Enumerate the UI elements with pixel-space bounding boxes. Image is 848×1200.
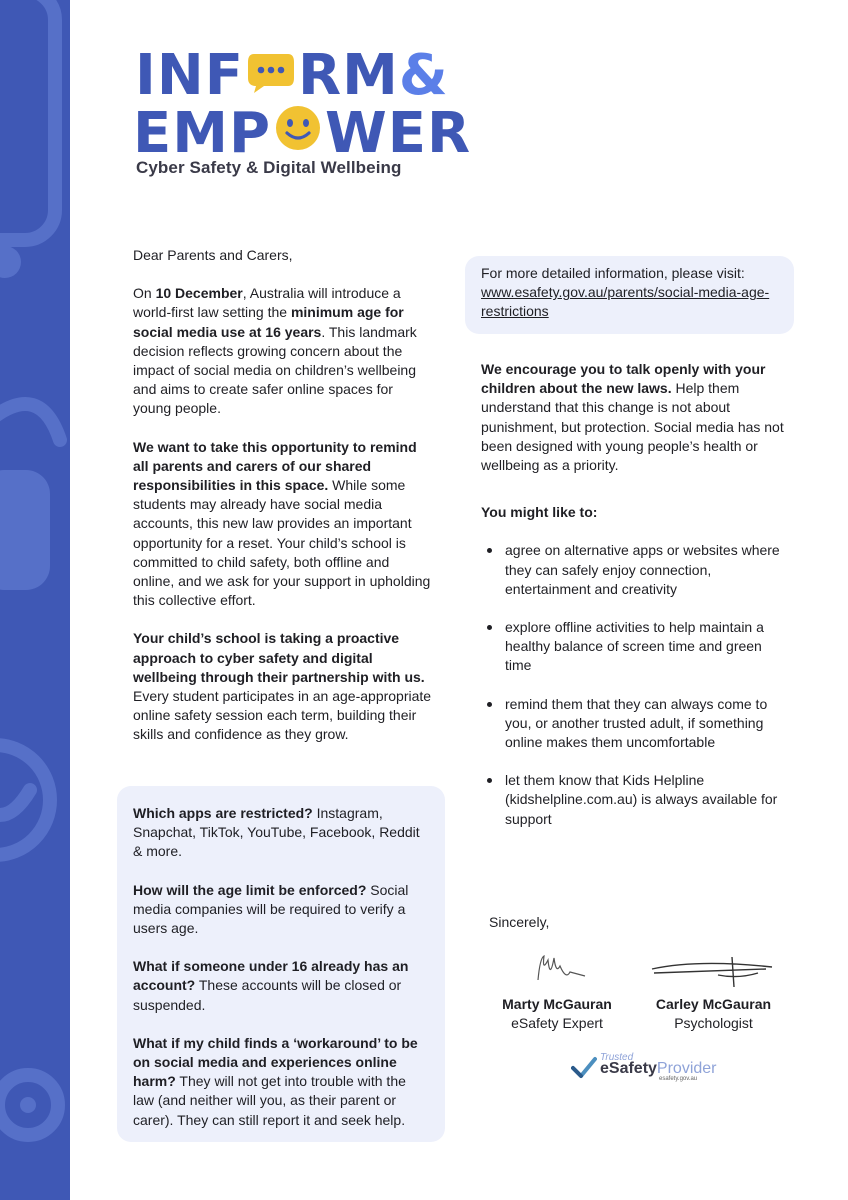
speech-bubble-icon <box>246 48 296 92</box>
signer-name: Marty McGauran <box>502 996 612 1012</box>
badge-esafety: eSafetyProvider <box>600 1060 717 1077</box>
paragraph-law-intro: On 10 December, Australia will introduce a world-first law setting the minimum age for social media use at 16 years. This landmark decision reflects growing concern about the impact of social media on children’s wellbeing and aims to create safer online spaces for young people. <box>133 285 417 417</box>
signature-marty-icon <box>530 950 590 986</box>
letter-body-right <box>481 360 786 848</box>
paragraph-school-partnership: Your child’s school is taking a proactive approach to cyber safety and digital wellbeing through their partnership with us. Every student participates in an age-appropriate online safety session each term, building their skills and confidence as they grow. <box>133 630 432 743</box>
list-item: agree on alternative apps or websites where they can safely enjoy connection, entertainment and creativity <box>481 541 786 599</box>
logo-tagline: Cyber Safety & Digital Wellbeing <box>136 158 402 177</box>
logo-text-rm: RM <box>297 43 399 108</box>
logo-text-wer: WER <box>325 101 472 166</box>
paragraph-shared-responsibility: We want to take this opportunity to remind all parents and carers of our shared responsibilities in this space. While some students may already have social media accounts, this new law provides an important opportunity for a reset. Your child’s school is committed to child safety, both offline and online, and we ask for your support in upholding this collective effort. <box>133 438 431 609</box>
signer-marty <box>490 995 624 1033</box>
faq-box <box>117 786 445 1142</box>
badge-domain: esafety.gov.au <box>659 1076 698 1082</box>
faq-item: What if someone under 16 already has an account? These accounts will be closed or suspended. <box>133 958 409 1013</box>
list-item: explore offline activities to help maintain a healthy balance of screen time and green time <box>481 618 786 676</box>
esafety-link[interactable]: www.esafety.gov.au/parents/social-media-age-restrictions <box>481 284 770 320</box>
suggestions-list <box>481 541 786 828</box>
logo-row-inform <box>135 43 449 108</box>
signature-carley-icon <box>648 955 778 989</box>
logo-text-emp: EMP <box>133 101 272 166</box>
greeting: Dear Parents and Carers, <box>133 247 293 263</box>
suggestions-heading: You might like to: <box>481 504 598 521</box>
logo-text-inf: INF <box>135 43 244 108</box>
trusted-esafety-provider-badge <box>571 1052 717 1086</box>
logo-row-empower <box>133 101 472 166</box>
letter-body-left <box>133 246 433 764</box>
inform-empower-logo <box>133 43 472 184</box>
list-item: remind them that they can always come to you, or another trusted adult, if something online makes them uncomfortable <box>481 695 786 753</box>
decorative-sidebar <box>0 0 70 1200</box>
faq-item: How will the age limit be enforced? Social media companies will be required to verify a users age. <box>133 881 409 937</box>
badge-trusted: Trusted <box>600 1052 634 1063</box>
smiley-face-icon <box>273 104 323 152</box>
faq-item: What if my child finds a ‘workaround’ to be on social media and experiences online harm? They will not get into trouble with the law (and neither will you, as their parent or carer). They can still report it and seek help. <box>133 1034 418 1128</box>
list-item: let them know that Kids Helpline (kidshelpline.com.au) is always available for support <box>481 771 786 829</box>
paragraph-encourage: We encourage you to talk openly with your children about the new laws. Help them understand that this change is not about punishment, but protection. Social media has not been designed with young people’s health or wellbeing as a priority. <box>481 361 784 474</box>
more-info-box <box>465 256 794 334</box>
checkmark-icon <box>571 1056 597 1080</box>
signer-role: eSafety Expert <box>511 1015 603 1032</box>
more-info-text: For more detailed information, please visit: <box>481 265 745 281</box>
signer-carley <box>646 995 781 1033</box>
sidebar-pattern-icon <box>0 0 70 1200</box>
faq-item: Which apps are restricted? Instagram, Snapchat, TikTok, YouTube, Facebook, Reddit & more. <box>133 805 420 860</box>
logo-ampersand: & <box>398 43 449 108</box>
signer-role: Psychologist <box>674 1015 753 1032</box>
sign-off: Sincerely, <box>489 914 550 930</box>
signer-name: Carley McGauran <box>655 996 772 1012</box>
